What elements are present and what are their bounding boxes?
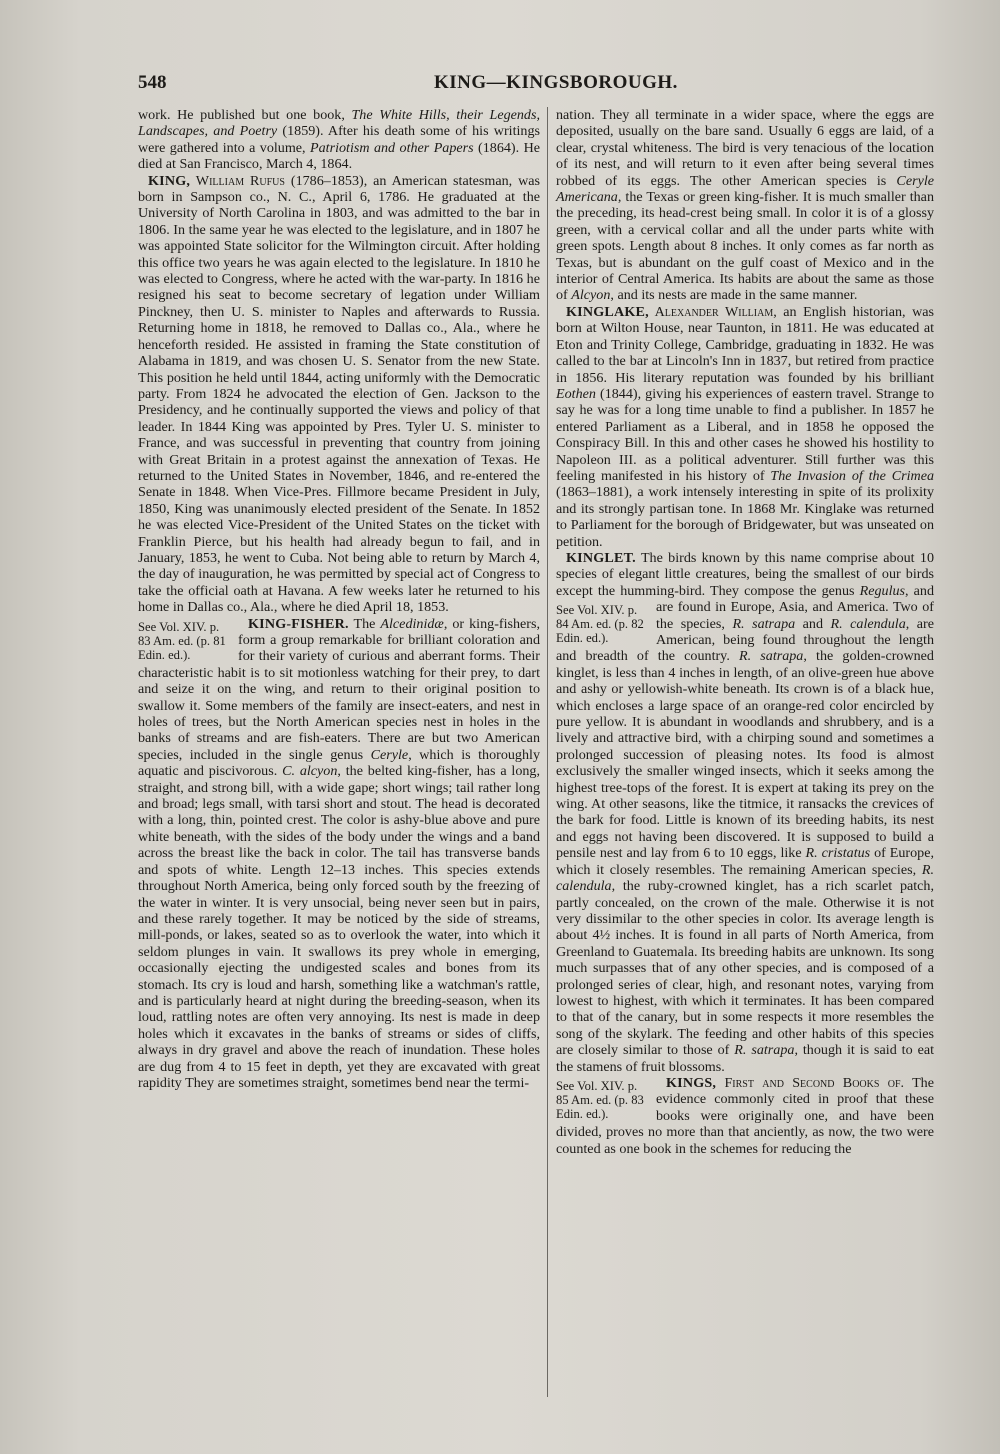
running-title: KING—KINGSBOROUGH. [434,72,678,93]
sidenote-volume-ref: See Vol. XIV. p. 83 Am. ed. (p. 81 Edin. ed.). [138,619,226,662]
sidenote-volume-ref: See Vol. XIV. p. 84 Am. ed. (p. 82 Edin. ed.). [556,603,644,646]
entry-king-fisher-continuation: nation. They all terminate in a wider space, where the eggs are deposited, usually on the bare sand. Usually 6 eggs are laid, of a clear, crystal whiteness. The bird is very tenacious of the location of its nest, and will return to it even after being several times robbed of its eggs. The other American species is Ceryle Americana, the Texas or green king-fisher. It is much smaller than the preceding, its head-crest being small. In color it is of a glossy green, with a cervical collar and all the under parts white with green spots. Length about 8 inches. It only comes as far north as Texas, but is abundant on the gulf coast of Mexico and in the interior of Central America. Its habits are about the same as those of Alcyon, and its nests are made in the same manner. [556,107,934,304]
entry-kinglake: KINGLAKE, Alexander William, an English historian, was born at Wilton House, near Taunton, in 1811. He was educated at Eton and Trinity College, Cambridge, graduating in 1832. He was called to the bar at Lincoln's Inn in 1837, but retired from practice in 1856. His literary reputation was founded by his brilliant Eothen (1844), giving his experiences of eastern travel. Strange to say he was for a long time unable to find a publisher. In 1857 he entered Parliament as a Liberal, and in 1858 he opposed the Conspiracy Bill. In this and other cases he showed his hostility to Napoleon III. as a political adventurer. Still further was this feeling manifested in his history of The Invasion of the Crimea (1863–1881), a work intensely interesting in spite of its prolixity and its strongly partisan tone. In 1868 Mr. Kinglake was returned to Parliament for the borough of Bridgewater, but was unseated on petition. [556,303,934,550]
entry-kinglet: KINGLET. The birds known by this name comprise about 10 species of elegant little creatures, being the smallest of our birds except the humming-bird. They compose the genus See Vol. XIV. p. 84 Am. ed. (p. 82 Edin. ed.). Regulus, and are found in Europe, Asia, and America. Two of the species, R. satrapa and R. calendula, are American, being found throughout the length and breadth of the country. R. satrapa, the golden-crowned kinglet, is less than 4 inches in length, of an olive-green hue above and ashy or yellowish-white beneath. Its crown is of a black hue, which encloses a large space of an orange-red color encircled by pure yellow. It is abundant in woodlands and shrubbery, and is a lively and attractive bird, with a chirping sound and sometimes a prolonged succession of pleasing notes. Its food is almost exclusively the smaller winged insects, which it seeks among the highest tree-tops of the forest. It is expert at taking its prey on the wing. At other seasons, like the titmice, it ransacks the crevices of the bark for food. Little is known of its breeding habits, its nest and eggs not having been discovered. It is supposed to build a pensile nest and lay from 6 to 10 eggs, like R. cristatus of Europe, which it closely resembles. The remaining American species, R. calendula, the ruby-crowned kinglet, has a rich scarlet patch, partly concealed, on the crown of the male. Otherwise it is not very dissimilar to the other species in color. Its average length is about 4½ inches. It is found in all parts of North America, from Greenland to Guatemala. Its breeding habits are unknown. Its song much surpasses that of any other species, and is composed of a prolonged series of clear, high, and resonant notes, varying from lowest to highest, with which it terminates. It has been compared to that of the canary, but in some respects it more resembles the song of the skylark. The feeding and other habits of this species are closely similar to those of R. satrapa, though it is said to eat the stamens of fruit blossoms. [556,549,934,1075]
entry-king-william-rufus: KING, William Rufus (1786–1853), an American statesman, was born in Sampson co., N. C., April 6, 1786. He graduated at the University of North Carolina in 1803, and was admitted to the bar in 1806. In the same year he was elected to the legislature, and in 1807 he was appointed State solicitor for the Wilmington circuit. After holding this office two years he was again elected to the legislature. In 1810 he was elected to Congress, where he acted with the war-party. In 1816 he resigned his seat to become secretary of legation under William Pinckney, then U. S. minister to Naples and afterwards to Russia. Returning home in 1818, he removed to Dallas co., Ala., where he henceforth resided. He assisted in framing the State constitution of Alabama in 1819, and was chosen U. S. Senator from the new State. This position he held until 1844, acting uniformly with the Democratic party. From 1824 he advocated the election of Gen. Jackson to the Presidency, and he continually supported the views and policy of that leader. In 1844 King was appointed by Pres. Tyler U. S. minister to France, and was successful in preventing that country from joining with Great Britain in a protest against the annexation of Texas. He returned to the United States in November, 1846, and re-entered the Senate in 1848. When Vice-Pres. Fillmore became President in July, 1850, King was unanimously elected president of the Senate. In 1852 he was elected Vice-President of the United States on the ticket with Franklin Pierce, but his health had already begun to fail, and in January, 1853, he went to Cuba. Not being able to return by March 4, the day of inauguration, he was permitted by special act of Congress to take the official oath at Havana. A few weeks later he returned to his home in Dallas co., Ala., where he died April 18, 1853. [138,172,540,616]
left-column [138,107,540,1091]
headword: KINGLAKE, [566,303,649,320]
page-number: 548 [138,72,167,93]
entry-kings-books: KINGS, First and Second Books of. See Vol. XIV. p. 85 Am. ed. (p. 83 Edin. ed.). The evidence commonly cited in proof that these books were originally one, and have been divided, proves no more than that anciently, as now, the two were counted as one book in the schemes for reducing the [556,1074,934,1157]
right-column [556,107,934,1157]
headword: KING-FISHER. [248,615,349,632]
sidenote-volume-ref: See Vol. XIV. p. 85 Am. ed. (p. 83 Edin. ed.). [556,1078,644,1121]
entry-king-fisher: KING-FISHER. The Alcedinidæ See Vol. XIV. p. 83 Am. ed. (p. 81 Edin. ed.). , or king-fishers, form a group remarkable for brilliant coloration and for their variety of curious and aberrant forms. Their characteristic habit is to sit motionless watching for their prey, to dart and seize it on the wing, and return to their original position to swallow it. Some members of the family are insect-eaters, and nest in holes of trees, but the North American species nest in holes in the banks of streams and are fish-eaters. There are but two American species, included in the single genus Ceryle, which is thoroughly aquatic and piscivorous. C. alcyon, the belted king-fisher, has a long, straight, and strong bill, with a wide gape; short wings; tail rather long and broad; legs small, with tarsi short and stout. The head is decorated with a long, thin, pointed crest. The color is ashy-blue above and pure white beneath, with the sides of the body under the wings and a band across the breast like the back in color. The tail has transverse bands and spots of white. Length 12–13 inches. This species extends throughout North America, being only forced south by the freezing of the water in winter. It is very unsocial, being never seen but in pairs, and these rarely together. It may be noticed by the side of streams, mill-ponds, or lakes, seated so as to overlook the water, into which it seldom plunges in vain. It swallows its prey whole in emerging, occasionally ejecting the undigested scales and bones from its stomach. Its cry is loud and harsh, something like a watchman's rattle, and is particularly heard at night during the breeding-season, when its loud, rattling notes are often very annoying. Its nest is made in deep holes which it excavates in the banks of streams or sides of cliffs, always in dry gravel and above the reach of inundation. These holes are dug from 4 to 15 feet in depth, yet they are excavated with great rapidity They are sometimes straight, sometimes bend near the termi- [138,615,540,1091]
column-divider [547,107,548,1397]
headword: KINGS, [666,1074,717,1091]
entry-starr-continuation: work. He published but one book, The White Hills, their Legends, Landscapes, and Poetry (1859). After his death some of his writings were gathered into a volume, Patriotism and other Papers (1864). He died at San Francisco, March 4, 1864. [138,107,541,173]
headword: KING, [148,172,191,189]
page-header [138,72,938,100]
headword: KINGLET. [566,549,636,566]
